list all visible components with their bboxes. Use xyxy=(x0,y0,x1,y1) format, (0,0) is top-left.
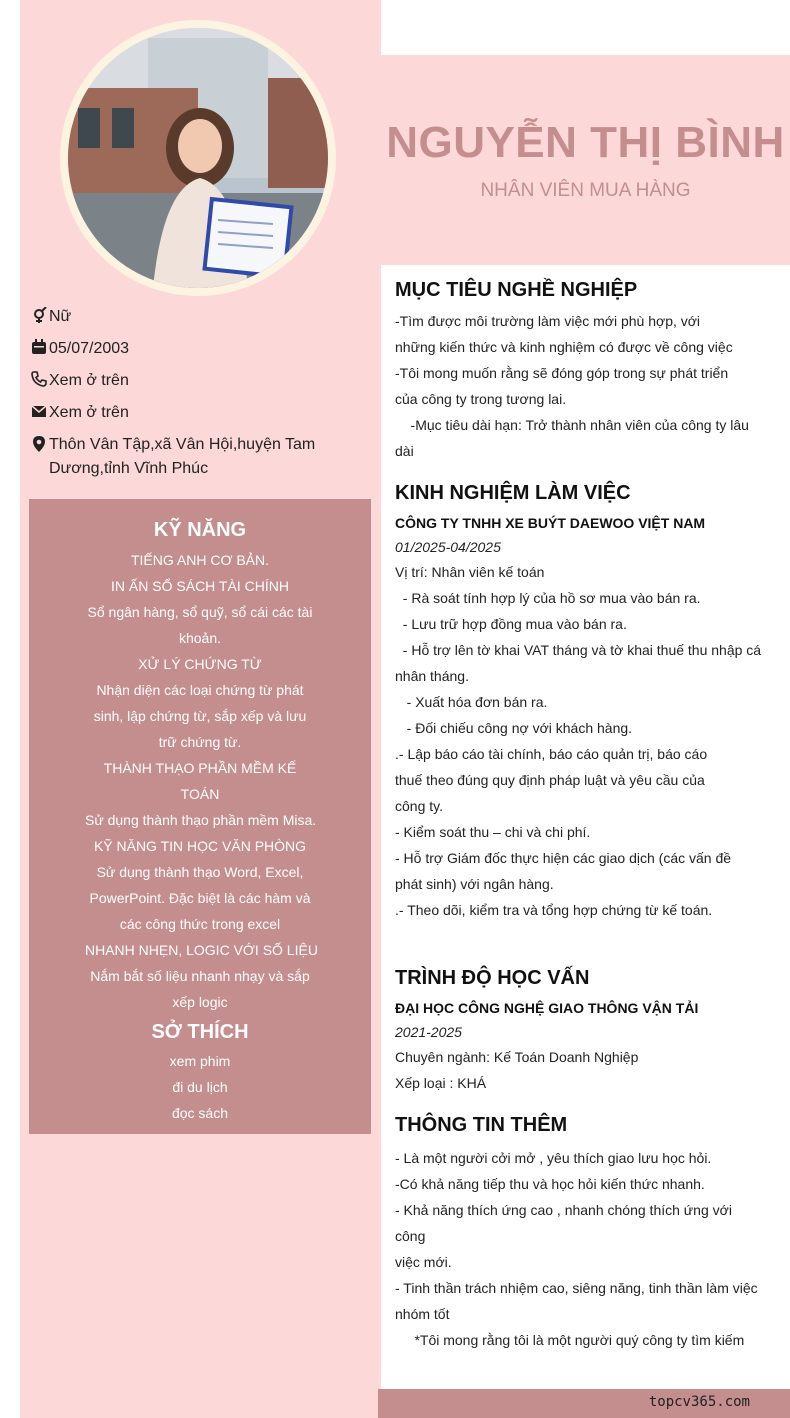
contact-email xyxy=(28,401,358,425)
experience-details xyxy=(395,559,762,923)
experience-line: phát sinh) với ngân hàng. xyxy=(395,876,554,892)
more-info-line: việc mới. xyxy=(395,1254,452,1270)
objective-line: -Tìm được môi trường làm việc mới phù hợp, với xyxy=(395,313,701,329)
education-school: ĐẠI HỌC CÔNG NGHỆ GIAO THÔNG VẬN TẢI xyxy=(395,1000,699,1016)
education-line: Xếp loại : KHÁ xyxy=(395,1075,487,1091)
gender-icon xyxy=(28,305,49,329)
more-info-line: công xyxy=(395,1228,426,1244)
candidate-title: NHÂN VIÊN MUA HÀNG xyxy=(480,180,691,201)
objective-line: dài xyxy=(395,443,414,459)
skills-list xyxy=(29,547,371,1015)
skill-line: IN ẤN SỔ SÁCH TÀI CHÍNH xyxy=(111,578,289,594)
objective-line: của công ty trong tương lai. xyxy=(395,391,567,407)
objective-line: những kiến thức và kinh nghiệm có được về công việc xyxy=(395,339,733,355)
more-info-line: -Có khả năng tiếp thu và học hỏi kiến thức nhanh. xyxy=(395,1176,705,1192)
contact-gender xyxy=(28,305,358,329)
skill-line: TIẾNG ANH CƠ BẢN. xyxy=(130,552,270,568)
experience-line: - Kiểm soát thu – chi và chi phí. xyxy=(395,824,591,840)
phone-icon xyxy=(28,369,49,393)
location-pin-icon xyxy=(28,433,49,481)
hobbies-title: SỞ THÍCH xyxy=(151,1021,249,1043)
footer-watermark: topcv365.com xyxy=(648,1394,750,1410)
experience-company: CÔNG TY TNHH XE BUÝT DAEWOO VIỆT NAM xyxy=(395,515,706,531)
more-info-line: - Là một người cởi mở , yêu thích giao lưu học hỏi. xyxy=(395,1150,712,1166)
education-line: Chuyên ngành: Kế Toán Doanh Nghiệp xyxy=(395,1049,639,1065)
more-info-body xyxy=(395,1145,757,1353)
skill-line: sinh, lập chứng từ, sắp xếp và lưu xyxy=(93,708,307,724)
experience-period: 01/2025-04/2025 xyxy=(395,539,501,555)
skill-line: KỸ NĂNG TIN HỌC VĂN PHÒNG xyxy=(93,838,307,854)
objective-title: MỤC TIÊU NGHỀ NGHIỆP xyxy=(395,279,638,301)
skill-line: trữ chứng từ. xyxy=(158,734,242,750)
skill-line: khoản. xyxy=(178,630,222,646)
contact-address xyxy=(28,433,358,481)
experience-line: Vị trí: Nhân viên kế toán xyxy=(395,564,545,580)
experience-line: - Hỗ trợ Giám đốc thực hiện các giao dịch (các vấn đề xyxy=(395,850,732,866)
experience-line: .- Theo dõi, kiểm tra và tổng hợp chứng từ kế toán. xyxy=(395,902,713,918)
experience-line: - Xuất hóa đơn bán ra. xyxy=(395,694,548,710)
hobby-item: đọc sách xyxy=(171,1105,229,1121)
education-title: TRÌNH ĐỘ HỌC VẤN xyxy=(395,967,590,989)
contact-phone xyxy=(28,369,358,393)
more-info-line: *Tôi mong rằng tôi là một người quý công ty tìm kiếm xyxy=(395,1332,745,1348)
education-details xyxy=(395,1044,757,1096)
education-period: 2021-2025 xyxy=(395,1024,462,1040)
skill-line: NHANH NHẸN, LOGIC VỚI SỐ LIỆU xyxy=(85,942,318,958)
experience-line: - Rà soát tính hợp lý của hồ sơ mua vào bán ra. xyxy=(395,590,701,606)
phone-text: Xem ở trên xyxy=(49,372,129,389)
skill-line: PowerPoint. Đặc biệt là các hàm và xyxy=(89,890,311,906)
more-info-line: - Khả năng thích ứng cao , nhanh chóng thích ứng với xyxy=(395,1202,732,1218)
experience-line: thuế theo đúng quy định pháp luật và yêu cầu của xyxy=(395,772,705,788)
contact-birthday xyxy=(28,337,358,361)
skill-line: XỬ LÝ CHỨNG TỪ xyxy=(138,656,262,672)
more-info-line: - Tinh thần trách nhiệm cao, siêng năng, tinh thần làm việc xyxy=(395,1280,758,1296)
experience-line: nhân tháng. xyxy=(395,668,469,684)
objective-line: -Mục tiêu dài hạn: Trở thành nhân viên của công ty lâu xyxy=(395,417,749,433)
skill-line: Sổ ngân hàng, sổ quỹ, sổ cái các tài xyxy=(87,604,313,620)
skills-title: KỸ NĂNG xyxy=(153,519,247,541)
more-info-line: nhóm tốt xyxy=(395,1306,450,1322)
envelope-icon xyxy=(28,401,49,425)
email-text: Xem ở trên xyxy=(49,404,129,421)
birthday-text: 05/07/2003 xyxy=(49,340,130,357)
skill-line: Nhận diện các loại chứng từ phát xyxy=(96,682,304,698)
more-info-title: THÔNG TIN THÊM xyxy=(395,1114,568,1136)
hobby-item: đi du lịch xyxy=(172,1079,228,1095)
hobby-item: xem phim xyxy=(169,1053,231,1069)
skills-panel xyxy=(29,499,371,1134)
experience-line: công ty. xyxy=(395,798,443,814)
skill-line: Sử dụng thành thạo Word, Excel, xyxy=(96,864,304,880)
skill-line: TOÁN xyxy=(180,786,220,802)
address-text: Thôn Vân Tập,xã Vân Hội,huyện Tam Dương,tỉnh Vĩnh Phúc xyxy=(49,436,316,477)
objective-body xyxy=(395,308,757,464)
footer-bar xyxy=(378,1389,790,1418)
objective-line: -Tôi mong muốn rằng sẽ đóng góp trong sự phát triển xyxy=(395,365,729,381)
education-body xyxy=(395,996,757,1096)
skill-line: Sử dụng thành thạo phần mềm Misa. xyxy=(85,812,317,828)
experience-title: KINH NGHIỆM LÀM VIỆC xyxy=(395,482,631,504)
experience-line: - Hỗ trợ lên tờ khai VAT tháng và tờ khai thuế thu nhập cá xyxy=(395,642,762,658)
avatar xyxy=(68,28,328,288)
experience-line: - Đối chiếu công nợ với khách hàng. xyxy=(395,720,633,736)
hobbies-list xyxy=(29,1048,371,1126)
skill-line: Nắm bắt số liệu nhanh nhạy và sắp xyxy=(90,968,310,984)
experience-line: - Lưu trữ hợp đồng mua vào bán ra. xyxy=(395,616,627,632)
skill-line: xếp logic xyxy=(172,994,228,1010)
candidate-name: NGUYỄN THỊ BÌNH xyxy=(386,118,785,167)
experience-line: .- Lập báo cáo tài chính, báo cáo quản trị, báo cáo xyxy=(395,746,708,762)
gender-text: Nữ xyxy=(49,308,72,325)
skill-line: THÀNH THẠO PHẦN MỀM KẾ xyxy=(103,760,297,776)
calendar-icon xyxy=(28,337,49,361)
skill-line: các công thức trong excel xyxy=(119,916,281,932)
experience-body xyxy=(395,511,762,923)
